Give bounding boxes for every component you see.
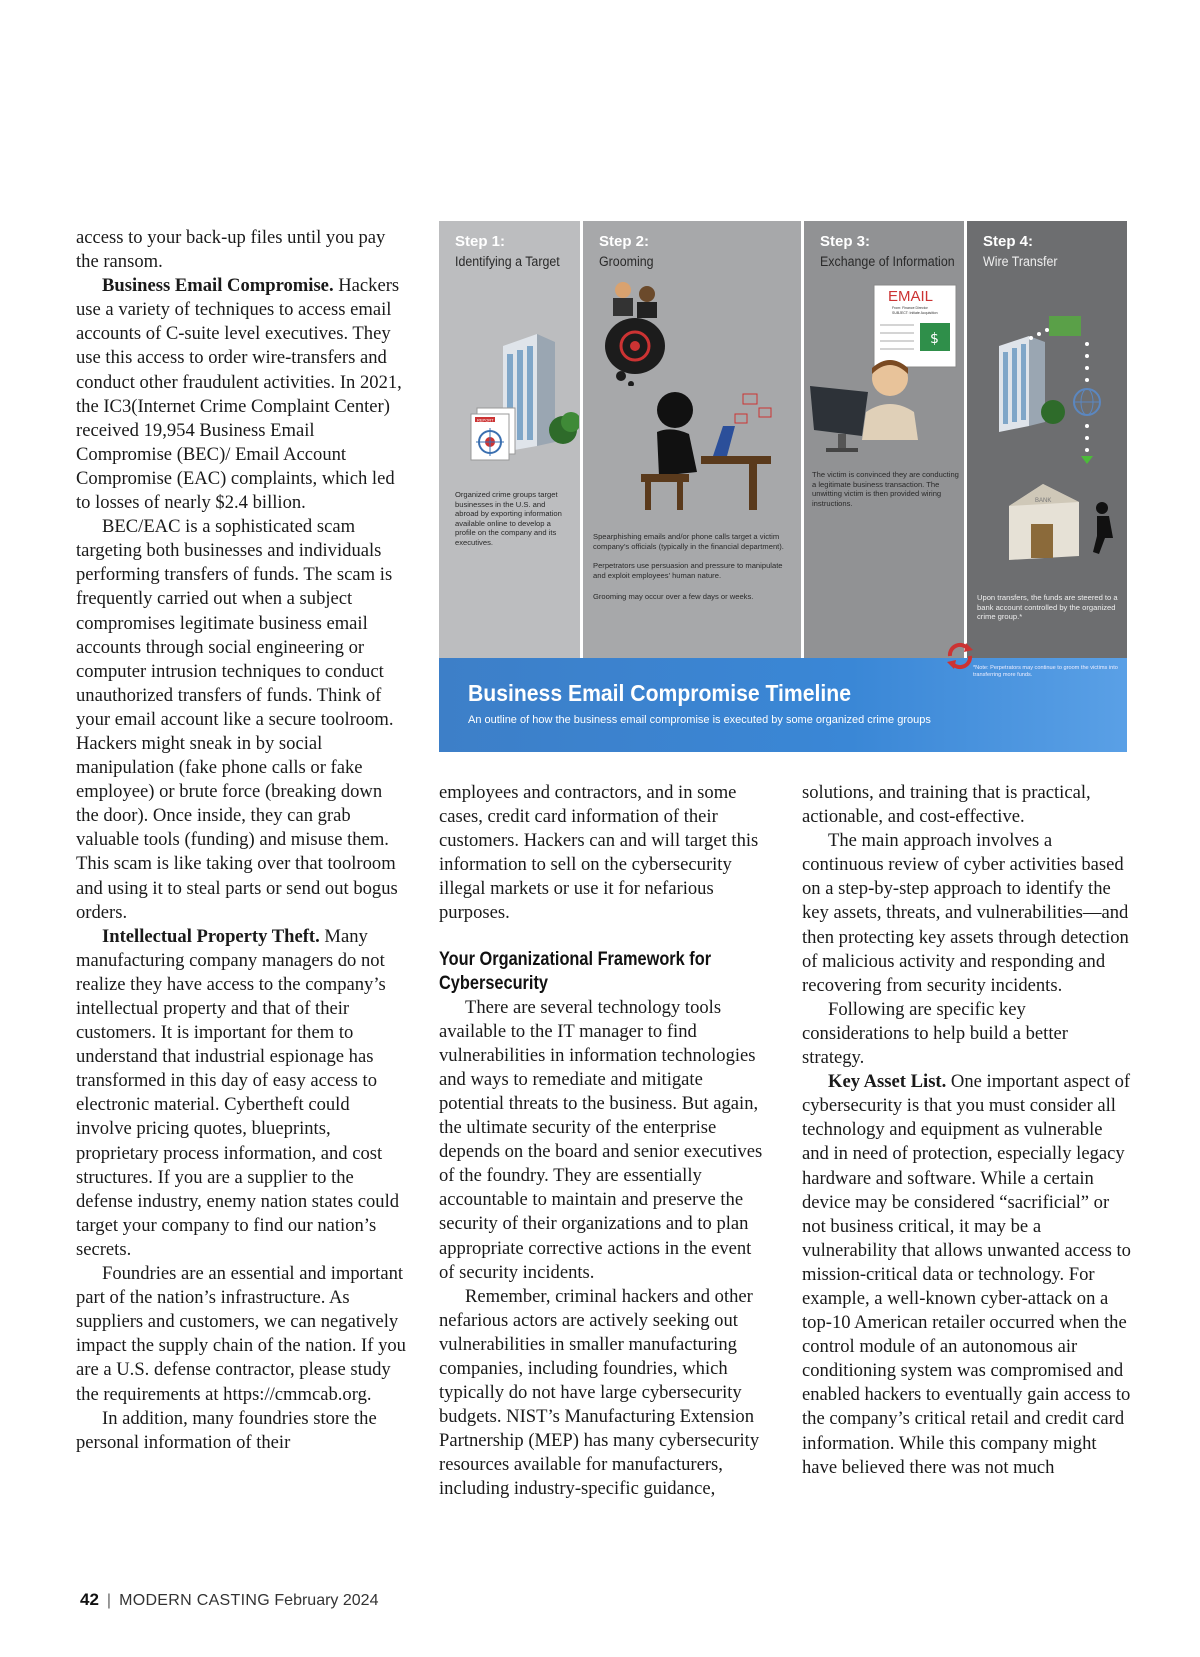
article-column-3 bbox=[802, 781, 1132, 1480]
refresh-cycle-icon bbox=[944, 640, 976, 672]
email-label: EMAIL bbox=[888, 288, 934, 305]
step-4-panel bbox=[967, 221, 1127, 658]
email-from: From: Finance Director bbox=[892, 306, 928, 310]
executives-target-icon bbox=[591, 276, 681, 386]
article-column-1 bbox=[76, 226, 406, 1455]
paragraph: access to your back-up files until you pay the ransom. bbox=[76, 227, 386, 273]
paragraph: BEC/EAC is a sophisticated scam targeting both businesses and individuals performing transfers of funds. The scam is frequently carried out when a subject compromises legitimate business email accounts through social engineering or computer intrusion techniques to conduct unauthorized transfers of funds. Think of your email account like a secure toolroom. Hackers might sneak in by social manipulation (fake phone calls or fake employee) or brute force (breaking down the door). Once inside, they can grab valuable tools (funding) and misuse them. This scam is like taking over that toolroom and using it to steal parts or send out bogus orders. bbox=[76, 516, 398, 923]
paragraph: Remember, criminal hackers and other nefarious actors are actively seeking out vulnerabilities in smaller manufacturing companies, including foundries, which typically do not have large cybersecurity budgets. NIST’s Manufacturing Extension Partnership (MEP) has many cybersecurity resources available for manufacturers, including industry-specific guidance, bbox=[439, 1285, 760, 1500]
run-in-heading: Key Asset List. bbox=[828, 1071, 947, 1093]
paragraph: In addition, many foundries store the personal information of their bbox=[76, 1407, 377, 1453]
report-label: REPORT bbox=[477, 417, 494, 423]
paragraph-text: Hackers use a variety of techniques to access email accounts of C-suite level executives. They use this access to order wire-transfers and conduct other fraudulent activities. In 2021, the IC3(Internet Crime Complaint Center) received 19,954 Business Email Compromise (BEC)/ Email Account Compromise (EAC) complaints, which led to losses of nearly $2.4 billion. bbox=[76, 275, 402, 514]
email-subject: SUBJECT: Initiate Acquisition bbox=[892, 311, 938, 315]
paragraph: There are several technology tools available to the IT manager to find vulnerabilities in information technologies and ways to remediate and mitigate potential threats to the business. But again, the ultimate security of the enterprise depends on the board and senior executives of the foundry. They are essentially accountable to maintain and preserve the security of their organizations and to plan appropriate corrective actions in the event of security incidents. bbox=[439, 996, 763, 1283]
step-number: Step 1: bbox=[455, 233, 506, 250]
wire-transfer-flow-icon bbox=[987, 316, 1122, 566]
step-1-panel bbox=[439, 221, 580, 658]
step-title: Wire Transfer bbox=[983, 254, 1058, 269]
paragraph bbox=[802, 1070, 1132, 1480]
magazine-name: MODERN CASTING bbox=[119, 1592, 270, 1609]
step-description: Perpetrators use persuasion and pressure to manipulate and exploit employees’ human nature. bbox=[593, 561, 783, 580]
footer-separator: | bbox=[106, 1592, 112, 1609]
svg-text:$: $ bbox=[930, 331, 939, 347]
paragraph: employees and contractors, and in some cases, credit card information of their customers. Hackers can and will target this information to sell on the cybersecurity illegal markets or use it for nefarious purposes. bbox=[439, 782, 759, 924]
step-number: Step 3: bbox=[820, 233, 871, 250]
step-description: Grooming may occur over a few days or weeks. bbox=[593, 592, 754, 601]
hacker-at-computer-icon bbox=[631, 386, 791, 516]
paragraph: The main approach involves a continuous review of cyber activities based on a step-by-step approach to identify the key assets, threats, and vulnerabilities—and then protecting key assets through detection of malicious activity and responding and recovering from security incidents. bbox=[802, 830, 1129, 996]
infographic-banner bbox=[439, 658, 1127, 752]
step-number: Step 2: bbox=[599, 233, 650, 250]
step-number: Step 4: bbox=[983, 233, 1034, 250]
issue-date: February 2024 bbox=[274, 1592, 379, 1609]
paragraph: Foundries are an essential and important part of the nation’s infrastructure. As suppliers and customers, we can negatively impact the supply chain of the nation. If you are a U.S. defense contractor, please study the requirements at https://cmmcab.org. bbox=[76, 1263, 406, 1405]
paragraph-text: One important aspect of cybersecurity is that you must consider all technology and equipment as vulnerable and in need of protection, especially legacy hardware and software. While a certain device may be considered “sacrificial” or not business critical, it may be a vulnerability that allows unwanted access to mission-critical data or technology. For example, a well-known cyber-attack on a top-10 American retailer occurred when the control module of an autonomous air conditioning system was compromised and enabled hackers to eventually gain access to the company’s critical retail and credit card information. While this company might have believed there was not much bbox=[802, 1071, 1131, 1478]
step-3-panel bbox=[804, 221, 964, 658]
infographic-title: Business Email Compromise Timeline bbox=[468, 680, 851, 706]
page-footer bbox=[80, 1590, 378, 1610]
article-column-2 bbox=[439, 781, 769, 1502]
step-description: The victim is convinced they are conducting a legitimate business transaction. The unwitting victim is then provided wiring instructions. bbox=[812, 470, 959, 508]
step-title: Grooming bbox=[599, 254, 654, 269]
bec-timeline-infographic bbox=[439, 221, 1127, 752]
run-in-heading: Business Email Compromise. bbox=[102, 275, 334, 297]
paragraph-text: Many manufacturing company managers do not realize they have access to the company’s intellectual property and that of their customers. It is important for them to understand that industrial espionage has transformed in this day of easy access to electronic material. Cybertheft could involve pricing quotes, blueprints, proprietary process information, and cost structures. If you are a supplier to the defense industry, enemy nation states could target your company to find our nation’s secrets. bbox=[76, 925, 400, 1260]
step-title: Identifying a Target bbox=[455, 254, 560, 269]
page-number: 42 bbox=[80, 1590, 99, 1609]
paragraph bbox=[76, 925, 406, 1262]
paragraph bbox=[76, 274, 406, 515]
paragraph: Following are specific key considerations to help build a better strategy. bbox=[802, 998, 1068, 1069]
run-in-heading: Intellectual Property Theft. bbox=[102, 925, 320, 947]
infographic-subtitle: An outline of how the business email compromise is executed by some organized crime groups bbox=[468, 714, 931, 726]
step-description: Upon transfers, the funds are steered to a bank account controlled by the organized crime group.* bbox=[977, 593, 1118, 621]
bank-label: BANK bbox=[1035, 498, 1052, 504]
step-description: Spearphishing emails and/or phone calls target a victim company’s officials (typically in the financial department). bbox=[593, 532, 784, 551]
report-document-icon bbox=[465, 406, 525, 466]
section-heading: Your Organizational Framework for Cybersecurity bbox=[439, 948, 712, 994]
step-title: Exchange of Information bbox=[820, 254, 955, 269]
infographic-footnote: *Note: Perpetrators may continue to groom the victims into transferring more funds. bbox=[973, 665, 1118, 678]
step-description: Organized crime groups target businesses in the U.S. and abroad by exporting information available online to develop a profile on the company and its executives. bbox=[455, 490, 562, 547]
step-2-panel bbox=[583, 221, 801, 658]
victim-at-computer-icon bbox=[808, 356, 958, 461]
paragraph: solutions, and training that is practical, actionable, and cost-effective. bbox=[802, 782, 1091, 828]
